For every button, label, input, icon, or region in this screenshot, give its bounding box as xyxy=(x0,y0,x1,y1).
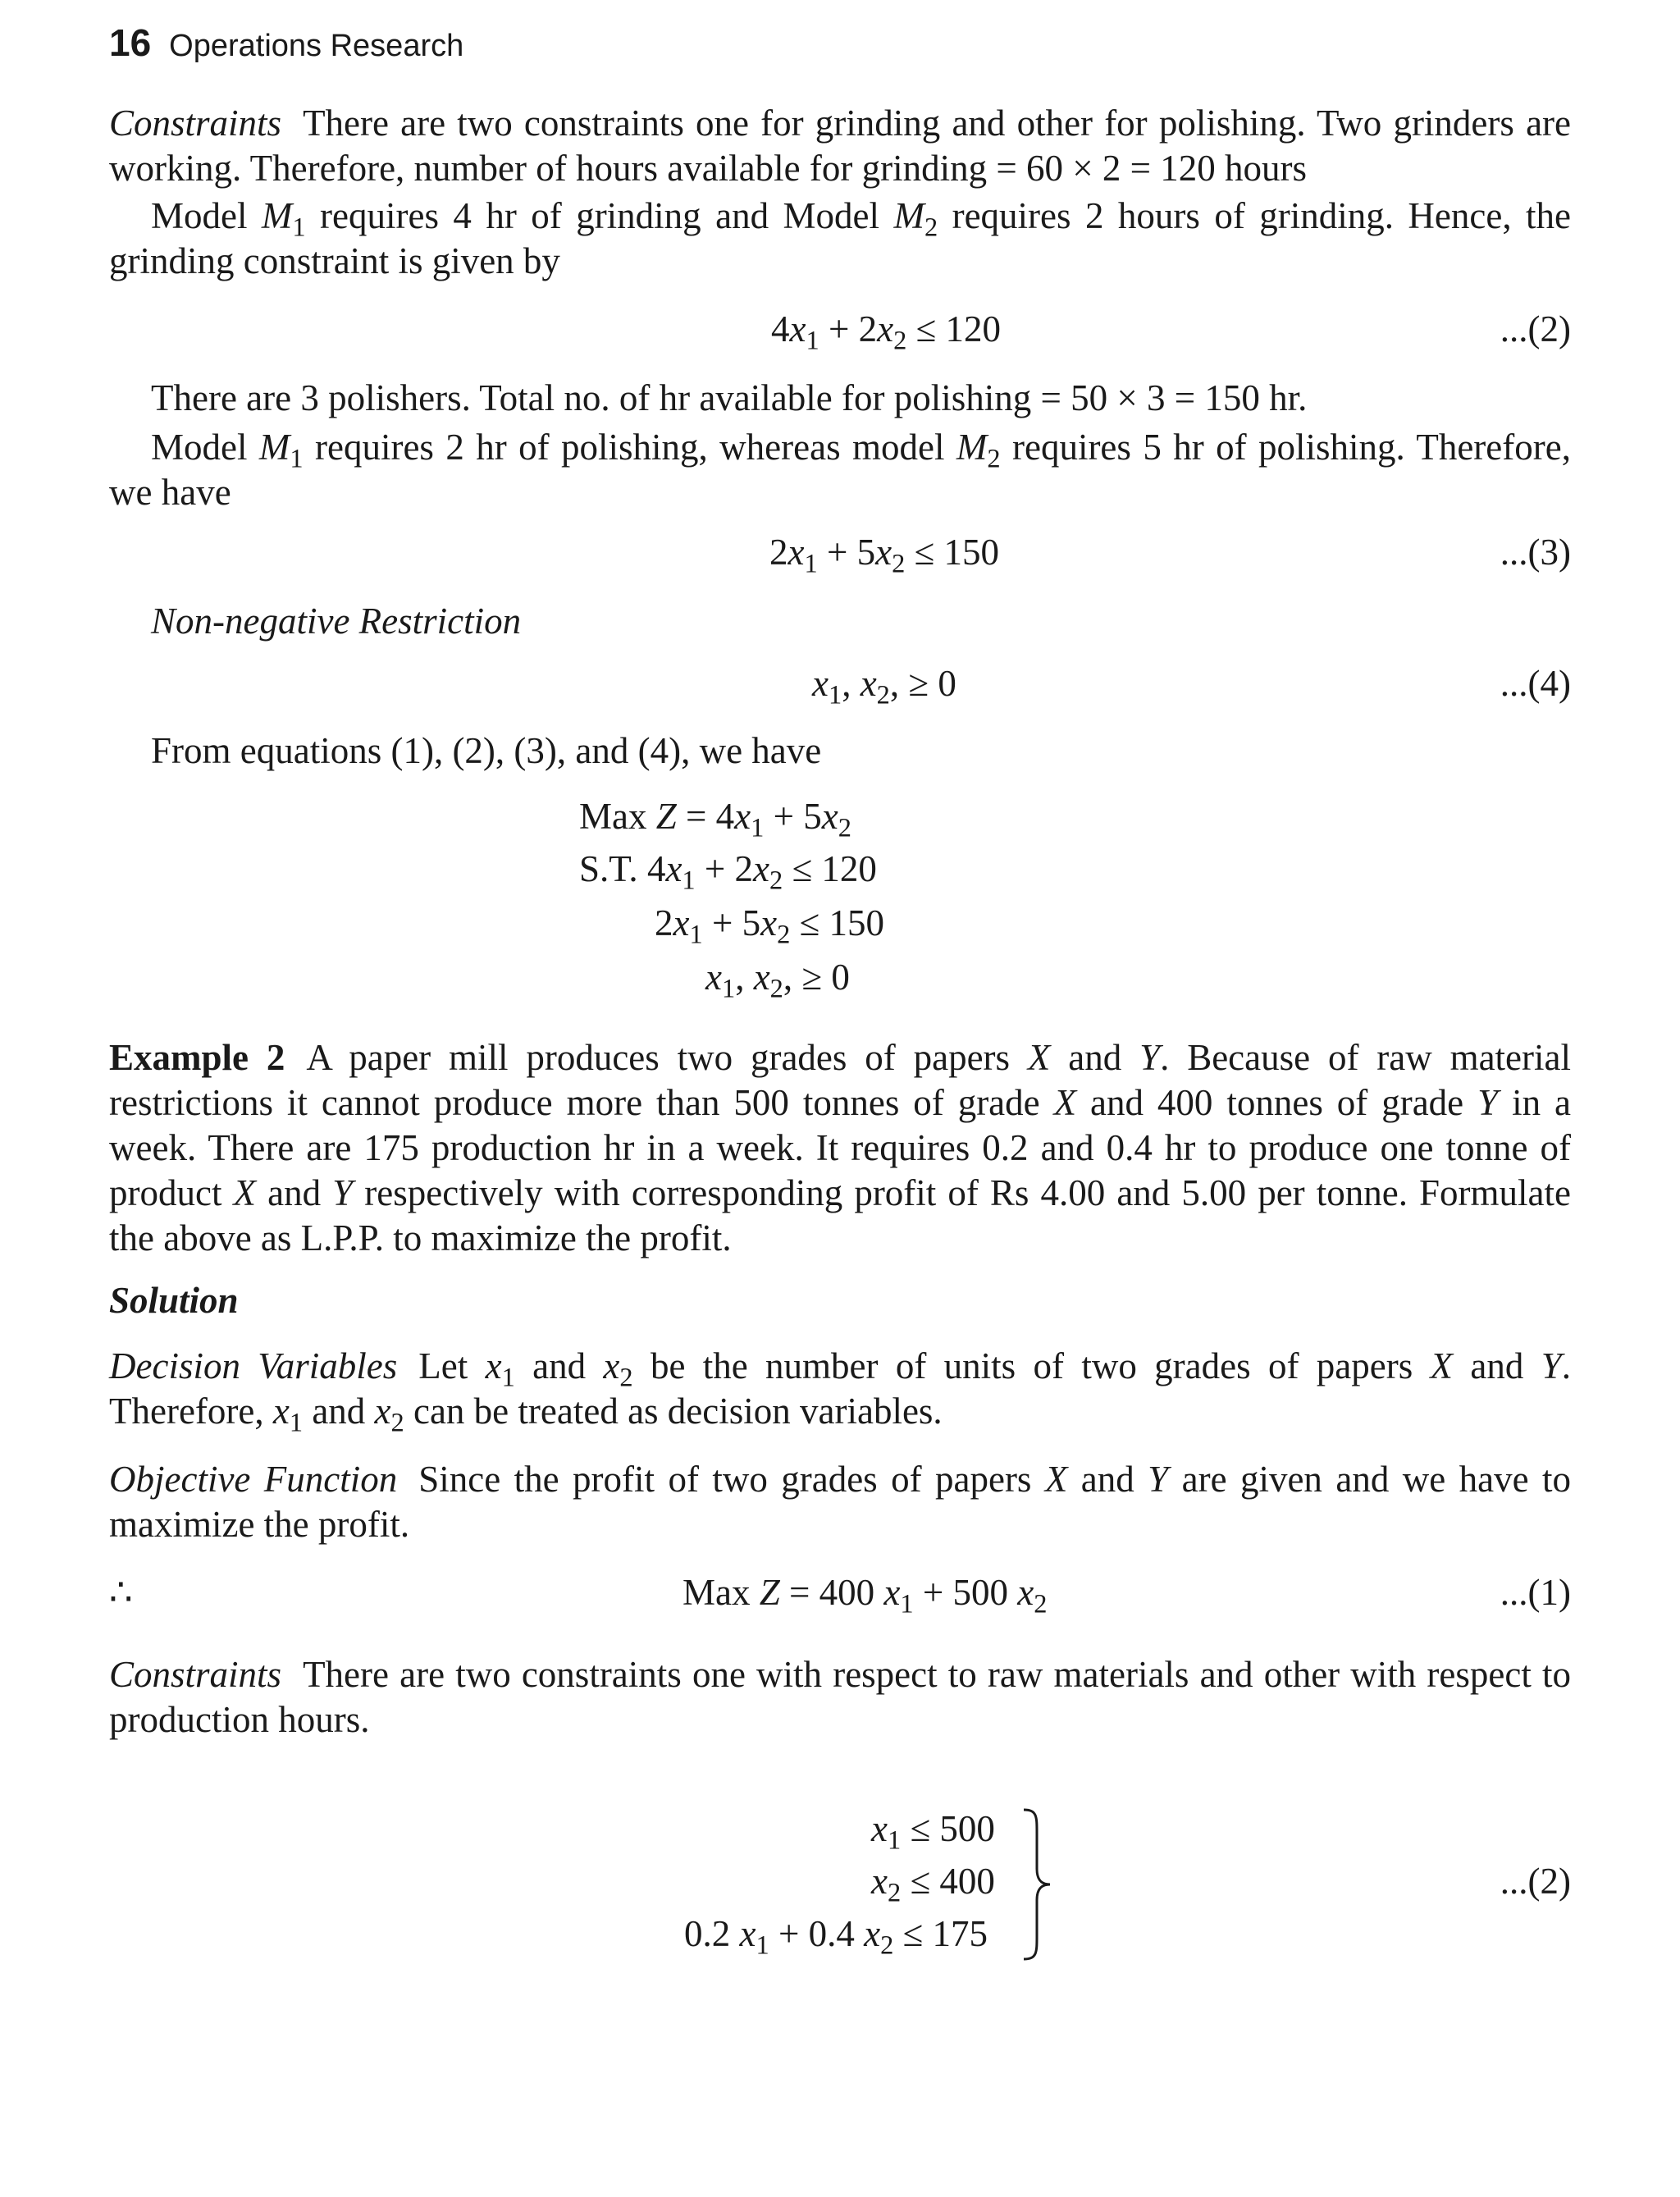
page-number: 16 xyxy=(109,21,152,64)
example-2-label: Example 2 xyxy=(109,1037,285,1078)
non-negative-label: Non-negative Restriction xyxy=(151,601,522,642)
equation-number-2b: ...(2) xyxy=(1500,1861,1571,1902)
running-title: Operations Research xyxy=(169,29,464,63)
running-header xyxy=(109,20,463,69)
constraints-paragraph xyxy=(109,101,1571,191)
constraints-2-label: Constraints xyxy=(109,1654,282,1695)
therefore-symbol: ∴ xyxy=(109,1572,133,1613)
constraints-2-paragraph: Constraints There are two constraints one with respect to raw materials and other with respect to production hours. xyxy=(109,1654,1571,1740)
equation-number-2: ...(2) xyxy=(1500,308,1571,349)
polishers-paragraph: There are 3 polishers. Total no. of hr available for polishing = 50 × 3 = 150 hr. xyxy=(151,377,1308,418)
decision-variables-label: Decision Variables xyxy=(109,1345,398,1386)
lpp-constraint-1: S.T. $4x_1 + 2x_2 \le 120$ xyxy=(579,848,877,896)
equation-number-1: ...(1) xyxy=(1500,1572,1571,1613)
constraints-label: Constraints xyxy=(109,103,282,144)
production-hours-constraint: 0.2 $x_1 + 0.4$ $x_2 \le 175$ xyxy=(684,1913,988,1961)
example-2-paragraph: Example 2 A paper mill produces two grades of papers X and Y. Because of raw material restrictions it cannot produce more than 500 tonnes of grade X and 400 tonnes of grade Y in a week. There are 175 production hr in a week. It requires 0.2 and 0.4 hr to produce one tonne of product X and Y respectively with corresponding profit of Rs 4.00 and 5.00 per tonne. Formulate the above as L.P.P. to maximize the profit. xyxy=(109,1037,1571,1258)
polishing-constraint-equation: $2x_1 + 5x_2 \le 150$ xyxy=(769,532,999,579)
solution-heading: Solution xyxy=(109,1280,239,1321)
constraints-text: There are two constraints one for grinding and other for polishing. Two grinders are working. Therefore, number of hours available for grinding = 60 × 2 = 120 hours xyxy=(109,103,1571,189)
polishing-paragraph: Model $M_1$ requires 2 hr of polishing, whereas model $M_2$ requires 5 hr of polishing. Therefore, we have xyxy=(109,427,1571,513)
from-equations-text: From equations (1), (2), (3), and (4), we have xyxy=(151,730,822,771)
objective-function-paragraph: Objective Function Since the profit of two grades of papers X and Y are given and we have to maximize the profit. xyxy=(109,1459,1571,1545)
non-negativity-equation: $x_1$, $x_2$, ≥ 0 xyxy=(812,663,956,710)
lpp-objective: Max $Z = 4x_1 + 5x_2$ xyxy=(579,796,851,843)
grinding-constraint-equation: $4x_1 + 2x_2 \le 120$ xyxy=(771,308,1001,356)
objective-equation: Max Z = 400 $x_1 + 500$ $x_2$ xyxy=(682,1572,1048,1619)
right-brace-icon xyxy=(1020,1808,1055,1961)
lpp-constraint-2: $2x_1 + 5x_2 \le 150$ xyxy=(655,902,884,950)
equation-number-3: ...(3) xyxy=(1500,532,1571,573)
lpp-non-negativity: $x_1$, $x_2$, ≥ 0 xyxy=(705,957,850,1004)
raw-material-constraint-x2: $x_2 \le 400$ xyxy=(871,1861,995,1908)
grinding-paragraph: Model $M_1$ requires 4 hr of grinding and Model $M_2$ requires 2 hours of grinding. Hence, the grinding constraint is given by xyxy=(109,195,1571,281)
objective-function-label: Objective Function xyxy=(109,1459,398,1500)
decision-variables-paragraph: Decision Variables Let $x_1$ and $x_2$ be the number of units of two grades of papers X and Y. Therefore, $x_1$ and $x_2$ can be treated as decision variables. xyxy=(109,1345,1571,1438)
raw-material-constraint-x1: $x_1 \le 500$ xyxy=(871,1808,995,1856)
equation-number-4: ...(4) xyxy=(1500,663,1571,704)
